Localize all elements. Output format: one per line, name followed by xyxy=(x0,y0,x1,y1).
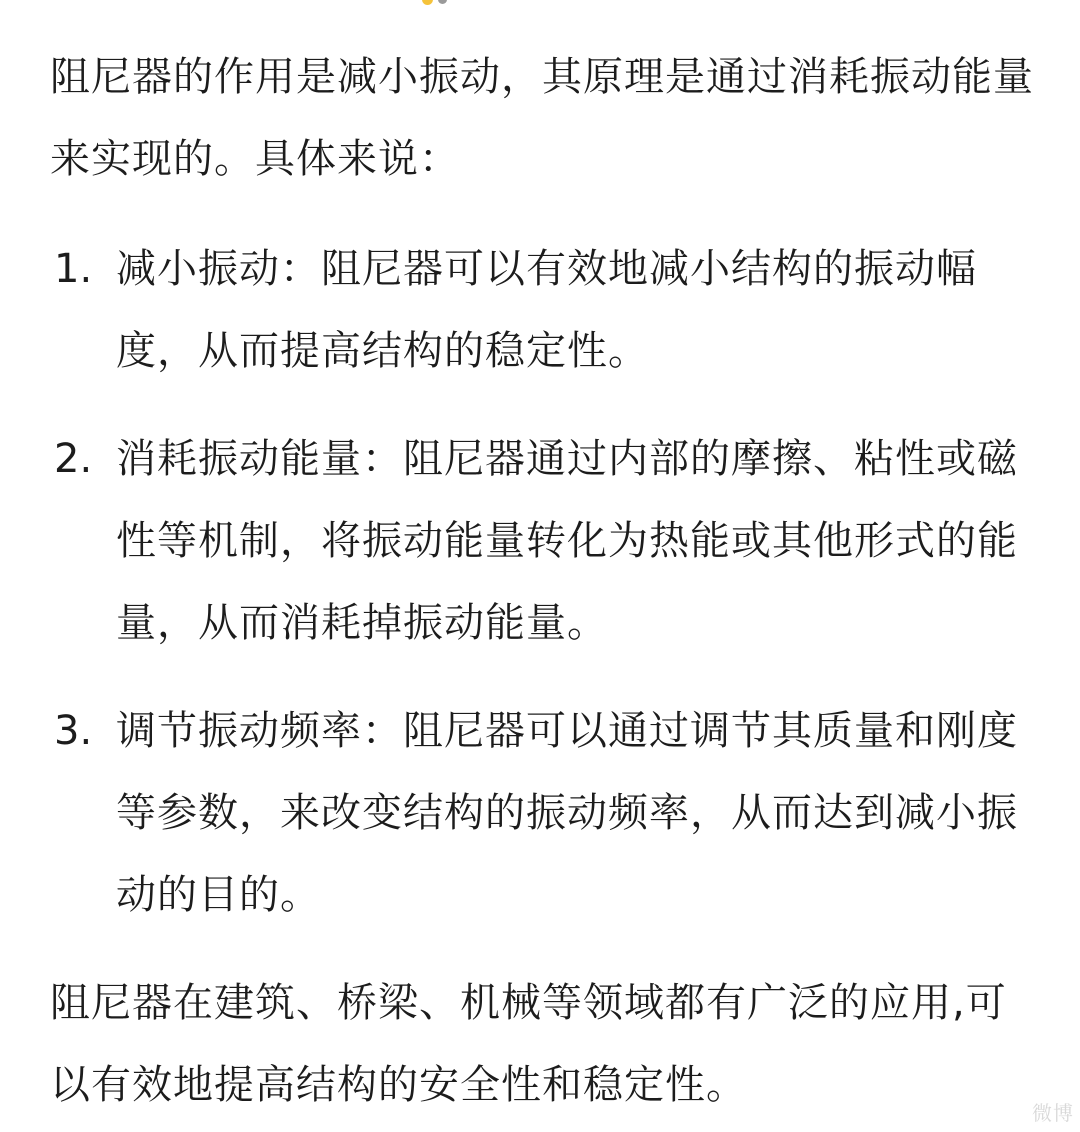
reason-list xyxy=(50,228,1040,936)
list-item-text: 消耗振动能量：阻尼器通过内部的摩擦、粘性或磁性等机制，将振动能量转化为热能或其他形式的能量，从而消耗掉振动能量。 xyxy=(116,436,1018,646)
emoji-icon xyxy=(438,0,447,4)
intro-paragraph: 阻尼器的作用是减小振动，其原理是通过消耗振动能量来实现的。具体来说： xyxy=(50,54,1034,182)
list-item-text: 减小振动：阻尼器可以有效地减小结构的振动幅度，从而提高结构的稳定性。 xyxy=(116,246,977,374)
list-item xyxy=(50,690,1040,936)
list-item xyxy=(50,418,1040,664)
answer-text xyxy=(50,36,1040,1126)
watermark: 微博 xyxy=(1032,1101,1074,1125)
emoji-icon xyxy=(422,0,433,5)
list-item-number: 3. xyxy=(54,708,93,754)
list-item-number: 1. xyxy=(54,246,93,292)
list-item xyxy=(50,228,1040,392)
outro-paragraph: 阻尼器在建筑、桥梁、机械等领域都有广泛的应用,可以有效地提高结构的安全性和稳定性。 xyxy=(50,980,1007,1108)
list-item-text: 调节振动频率：阻尼器可以通过调节其质量和刚度等参数，来改变结构的振动频率，从而达到减小振动的目的。 xyxy=(116,708,1018,918)
list-item-number: 2. xyxy=(54,436,93,482)
emoji-fragment xyxy=(418,0,458,6)
